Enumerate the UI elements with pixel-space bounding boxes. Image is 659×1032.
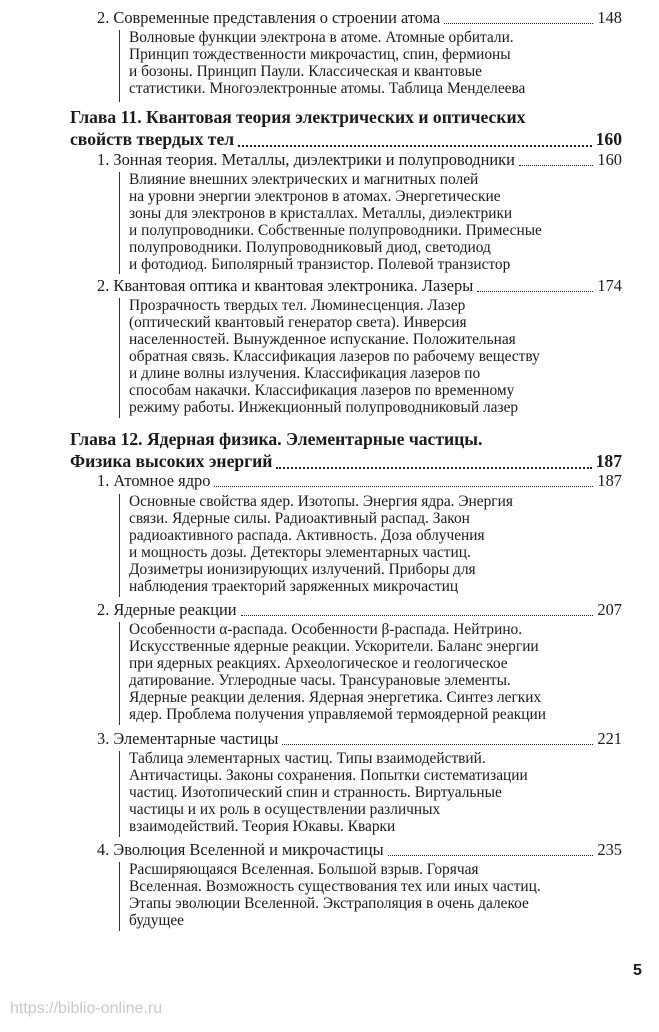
- toc-entry-page: 207: [597, 600, 622, 619]
- toc-entry[interactable]: [97, 471, 622, 491]
- description-line: зоны для электронов в кристаллах. Металлы, диэлектрики: [129, 205, 513, 222]
- toc-entry-page: 235: [597, 840, 622, 859]
- chapter-title-line: свойств твердых тел: [70, 129, 235, 149]
- dot-leader: [214, 486, 593, 487]
- description-line: взаимодействий. Теория Юкавы. Кварки: [129, 818, 396, 835]
- toc-entry-page: 187: [597, 471, 622, 490]
- toc-entry-title: 1. Атомное ядро: [97, 471, 211, 490]
- chapter-page: 187: [595, 451, 622, 471]
- chapter-heading[interactable]: [70, 107, 622, 151]
- dot-leader: [477, 291, 593, 292]
- toc-entry-page: 160: [597, 150, 622, 169]
- description-line: Прозрачность твердых тел. Люминесценция. Лазер: [129, 297, 466, 314]
- vertical-rule: [119, 494, 120, 597]
- description-line: частиц. Изотопический спин и странность. Виртуальные: [129, 784, 502, 801]
- description-line: полупроводники. Полупроводниковый диод, светодиод: [129, 239, 491, 256]
- description-line: способам накачки. Классификация лазеров по временному: [129, 382, 515, 399]
- description-line: Вселенная. Возможность существования тех или иных частиц.: [129, 878, 541, 895]
- vertical-rule: [119, 172, 120, 274]
- vertical-rule: [119, 298, 120, 418]
- description-line: на уровни энергии электронов в атомах. Энергетические: [129, 188, 501, 205]
- description-line: Волновые функции электрона в атоме. Атомные орбитали.: [129, 29, 514, 46]
- vertical-rule: [119, 862, 120, 931]
- description-line: датирование. Углеродные часы. Трансурановые элементы.: [129, 672, 511, 689]
- description-line: будущее: [129, 912, 185, 929]
- description-line: и бозоны. Принцип Паули. Классическая и квантовые: [129, 63, 483, 80]
- vertical-rule: [119, 30, 120, 102]
- toc-entry-title: 2. Современные представления о строении атома: [97, 8, 441, 27]
- toc-entry-title: 2. Квантовая оптика и квантовая электроника. Лазеры: [97, 276, 474, 295]
- description-line: и полупроводники. Собственные полупроводники. Примесные: [129, 222, 542, 239]
- description-line: Особенности α-распада. Особенности β-распада. Нейтрино.: [129, 621, 523, 638]
- dot-leader: [519, 165, 594, 166]
- description-line: Дозиметры ионизирующих излучений. Приборы для: [129, 561, 476, 578]
- chapter-title-line: Глава 11. Квантовая теория электрических и оптических: [70, 107, 526, 127]
- description-line: Античастицы. Законы сохранения. Попытки систематизации: [129, 767, 528, 784]
- description-line: (оптический квантовый генератор света). Инверсия: [129, 314, 467, 331]
- toc-entry-title: 1. Зонная теория. Металлы, диэлектрики и полупроводники: [97, 150, 515, 169]
- description-line: Основные свойства ядер. Изотопы. Энергия ядра. Энергия: [129, 493, 513, 510]
- chapter-page: 160: [595, 129, 622, 149]
- toc-entry[interactable]: [97, 276, 622, 296]
- description-line: Влияние внешних электрических и магнитных полей: [129, 171, 479, 188]
- vertical-rule: [119, 751, 120, 837]
- description-line: при ядерных реакциях. Археологическое и геологическое: [129, 655, 508, 672]
- description-line: Таблица элементарных частиц. Типы взаимодействий.: [129, 750, 486, 767]
- toc-entry[interactable]: [97, 840, 622, 860]
- chapter-title-line: Физика высоких энергий: [70, 451, 273, 471]
- dot-leader: [238, 145, 591, 147]
- toc-entry-page: 221: [597, 729, 622, 748]
- description-line: Принцип тождественности микрочастиц, спин, фермионы: [129, 46, 511, 63]
- toc-entry-title: 2. Ядерные реакции: [97, 600, 237, 619]
- description-line: Ядерные реакции деления. Ядерная энергетика. Синтез легких: [129, 689, 542, 706]
- dot-leader: [282, 744, 593, 745]
- description-line: и длине волны излучения. Классификация лазеров по: [129, 365, 481, 382]
- toc-entry-page: 148: [597, 8, 622, 27]
- description-line: режиму работы. Инжекционный полупроводниковый лазер: [129, 399, 519, 416]
- dot-leader: [388, 855, 594, 856]
- toc-entry[interactable]: [97, 8, 622, 28]
- description-line: связи. Ядерные силы. Радиоактивный распад. Закон: [129, 510, 470, 527]
- description-line: населенностей. Вынужденное испускание. Положительная: [129, 331, 516, 348]
- description-line: Этапы эволюции Вселенной. Экстраполяция в очень далекое: [129, 895, 529, 912]
- description-line: радиоактивного распада. Активность. Доза облучения: [129, 527, 485, 544]
- description-line: наблюдения траекторий заряженных микрочастиц: [129, 578, 459, 595]
- toc-entry-title: 4. Эволюция Вселенной и микрочастицы: [97, 840, 384, 859]
- description-line: частицы и их роль в осуществлении различных: [129, 801, 441, 818]
- toc-entry-page: 174: [597, 276, 622, 295]
- toc-entry-title: 3. Элементарные частицы: [97, 729, 279, 748]
- page-number: 5: [633, 962, 642, 979]
- toc-entry[interactable]: [97, 729, 622, 749]
- source-watermark[interactable]: https://biblio-online.ru: [10, 1000, 163, 1017]
- toc-entry[interactable]: [97, 150, 622, 170]
- description-line: и мощность дозы. Детекторы элементарных частиц.: [129, 544, 471, 561]
- description-line: ядер. Проблема получения управляемой термоядерной реакции: [129, 706, 546, 723]
- dot-leader: [241, 615, 594, 616]
- description-line: и фотодиод. Биполярный транзистор. Полевой транзистор: [129, 256, 511, 273]
- dot-leader: [276, 467, 591, 469]
- toc-entry[interactable]: [97, 600, 622, 620]
- dot-leader: [444, 23, 593, 24]
- chapter-title-line: Глава 12. Ядерная физика. Элементарные частицы.: [70, 429, 483, 449]
- vertical-rule: [119, 622, 120, 725]
- chapter-heading[interactable]: [70, 429, 622, 473]
- description-line: статистики. Многоэлектронные атомы. Таблица Менделеева: [129, 80, 526, 97]
- description-line: обратная связь. Классификация лазеров по рабочему веществу: [129, 348, 540, 365]
- description-line: Расширяющаяся Вселенная. Большой взрыв. Горячая: [129, 861, 479, 878]
- description-line: Искусственные ядерные реакции. Ускорители. Баланс энергии: [129, 638, 539, 655]
